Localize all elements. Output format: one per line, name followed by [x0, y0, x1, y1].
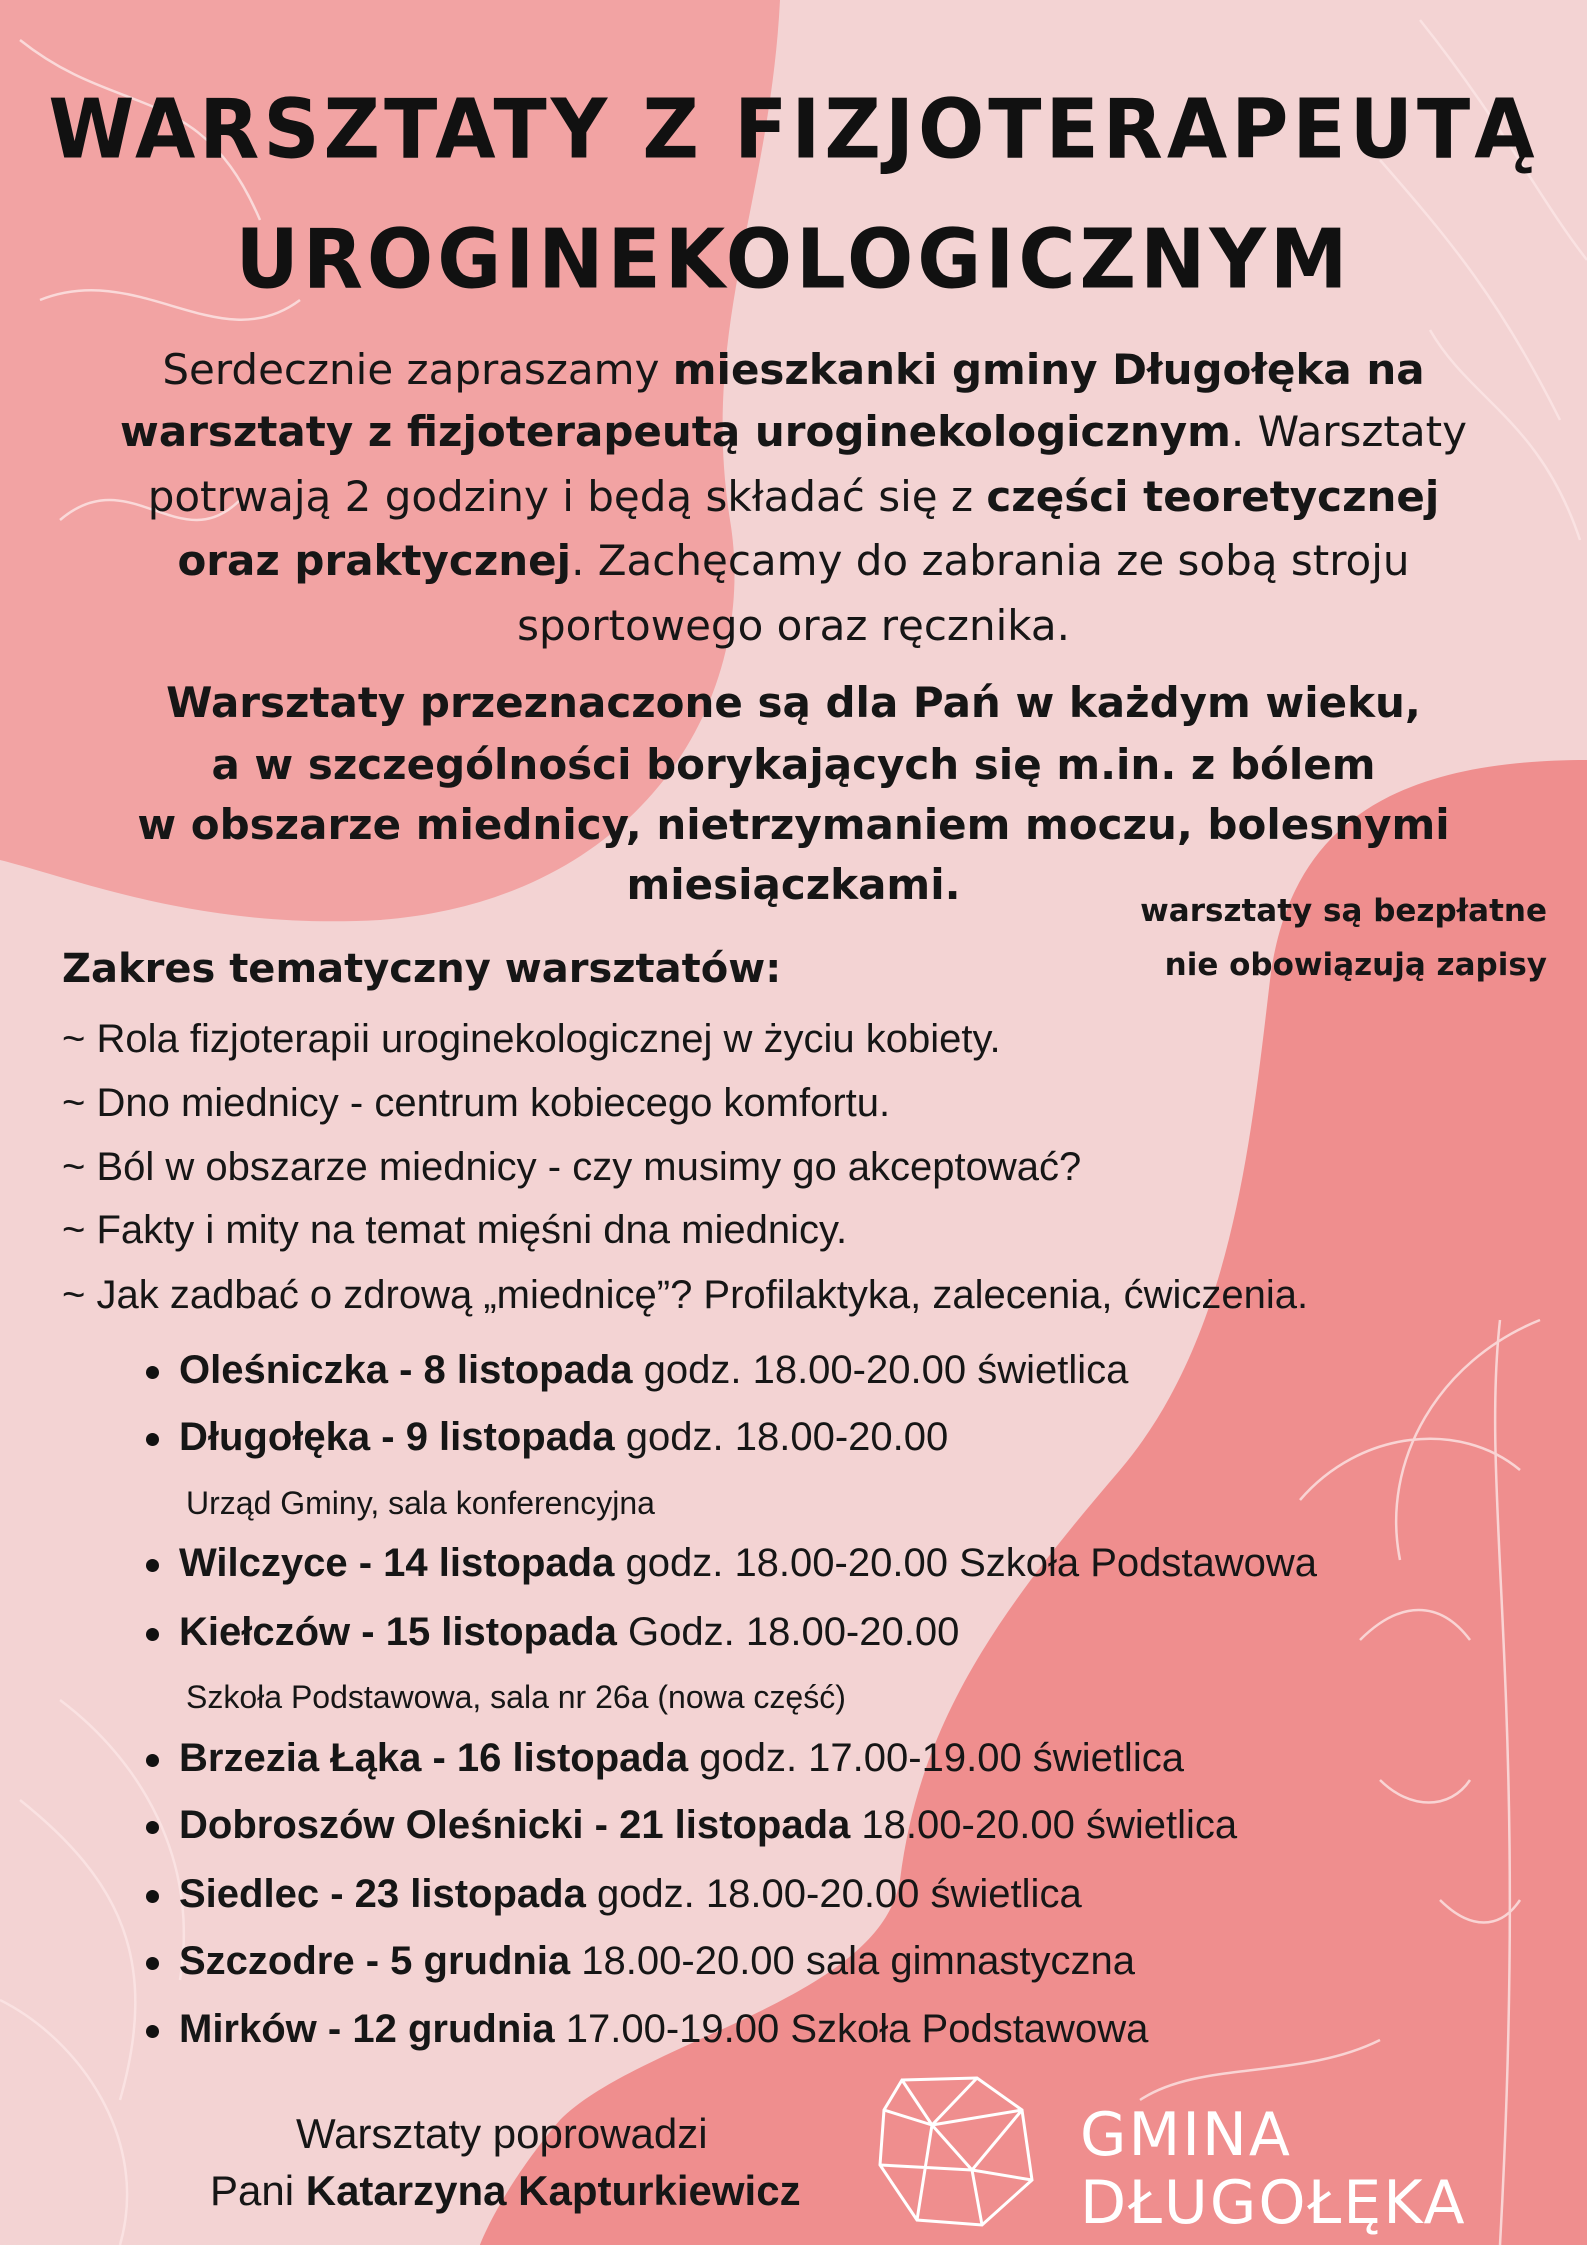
schedule-item: Długołęka - 9 listopada godz. 18.00-20.00	[146, 1415, 948, 1460]
topic-item: ~ Jak zadbać o zdrową „miednicę”? Profilaktyka, zalecenia, ćwiczenia.	[62, 1273, 1309, 1317]
logo-line-2: DŁUGOŁĘKA	[1080, 2168, 1467, 2238]
title-line-1: WARSZTATY Z FIZJOTERAPEUTĄ	[48, 82, 1539, 178]
schedule-item: Kiełczów - 15 listopada Godz. 18.00-20.00	[146, 1610, 959, 1655]
schedule-item-venue: Urząd Gminy, sala konferencyjna	[186, 1485, 655, 1521]
bullet-icon	[146, 1957, 159, 1970]
title-line-2: UROGINEKOLOGICZNYM	[235, 212, 1352, 308]
free-notice-line-2: nie obowiązują zapisy	[1164, 947, 1547, 983]
gem-icon	[872, 2070, 1042, 2230]
bullet-icon	[146, 1821, 159, 1834]
intro-line-5: sportowego oraz ręcznika.	[517, 601, 1070, 650]
logo-line-1: GMINA	[1080, 2100, 1292, 2170]
schedule-item-venue: Szkoła Podstawowa, sala nr 26a (nowa część)	[186, 1679, 846, 1715]
topic-item: ~ Ból w obszarze miednicy - czy musimy go akceptować?	[62, 1145, 1082, 1189]
topics-heading: Zakres tematyczny warsztatów:	[62, 946, 782, 992]
audience-line-4: miesiączkami.	[626, 860, 961, 909]
schedule-item: Szczodre - 5 grudnia 18.00-20.00 sala gimnastyczna	[146, 1939, 1135, 1984]
topic-item: ~ Rola fizjoterapii uroginekologicznej w życiu kobiety.	[62, 1017, 1001, 1061]
bullet-icon	[146, 2025, 159, 2038]
audience-line-1: Warsztaty przeznaczone są dla Pań w każdym wieku,	[166, 678, 1421, 727]
footer-line-1: Warsztaty poprowadzi	[296, 2110, 708, 2157]
bullet-icon	[146, 1754, 159, 1767]
topic-item: ~ Dno miednicy - centrum kobiecego komfortu.	[62, 1081, 891, 1125]
schedule-item: Mirków - 12 grudnia 17.00-19.00 Szkoła Podstawowa	[146, 2007, 1148, 2052]
free-notice-line-1: warsztaty są bezpłatne	[1140, 893, 1547, 929]
intro-line-3: potrwają 2 godziny i będą składać się z części teoretycznej	[147, 472, 1440, 521]
schedule-item: Siedlec - 23 listopada godz. 18.00-20.00 świetlica	[146, 1872, 1082, 1917]
bullet-icon	[146, 1559, 159, 1572]
bullet-icon	[146, 1628, 159, 1641]
audience-line-2: a w szczególności borykających się m.in. z bólem	[211, 740, 1376, 789]
intro-line-4: oraz praktycznej. Zachęcamy do zabrania ze sobą stroju	[177, 536, 1410, 585]
bullet-icon	[146, 1366, 159, 1379]
schedule-item: Wilczyce - 14 listopada godz. 18.00-20.00 Szkoła Podstawowa	[146, 1541, 1317, 1586]
schedule-item: Brzezia Łąka - 16 listopada godz. 17.00-19.00 świetlica	[146, 1736, 1184, 1781]
intro-line-1: Serdecznie zapraszamy mieszkanki gminy Długołęka na	[162, 345, 1425, 394]
intro-line-2: warsztaty z fizjoterapeutą uroginekologicznym. Warsztaty	[120, 407, 1467, 456]
schedule-item: Oleśniczka - 8 listopada godz. 18.00-20.00 świetlica	[146, 1348, 1128, 1393]
schedule-item: Dobroszów Oleśnicki - 21 listopada 18.00-20.00 świetlica	[146, 1803, 1237, 1848]
bullet-icon	[146, 1433, 159, 1446]
audience-line-3: w obszarze miednicy, nietrzymaniem moczu, bolesnymi	[137, 800, 1450, 849]
topic-item: ~ Fakty i mity na temat mięśni dna miednicy.	[62, 1208, 848, 1252]
bullet-icon	[146, 1890, 159, 1903]
footer-line-2: Pani Katarzyna Kapturkiewicz	[210, 2167, 801, 2214]
